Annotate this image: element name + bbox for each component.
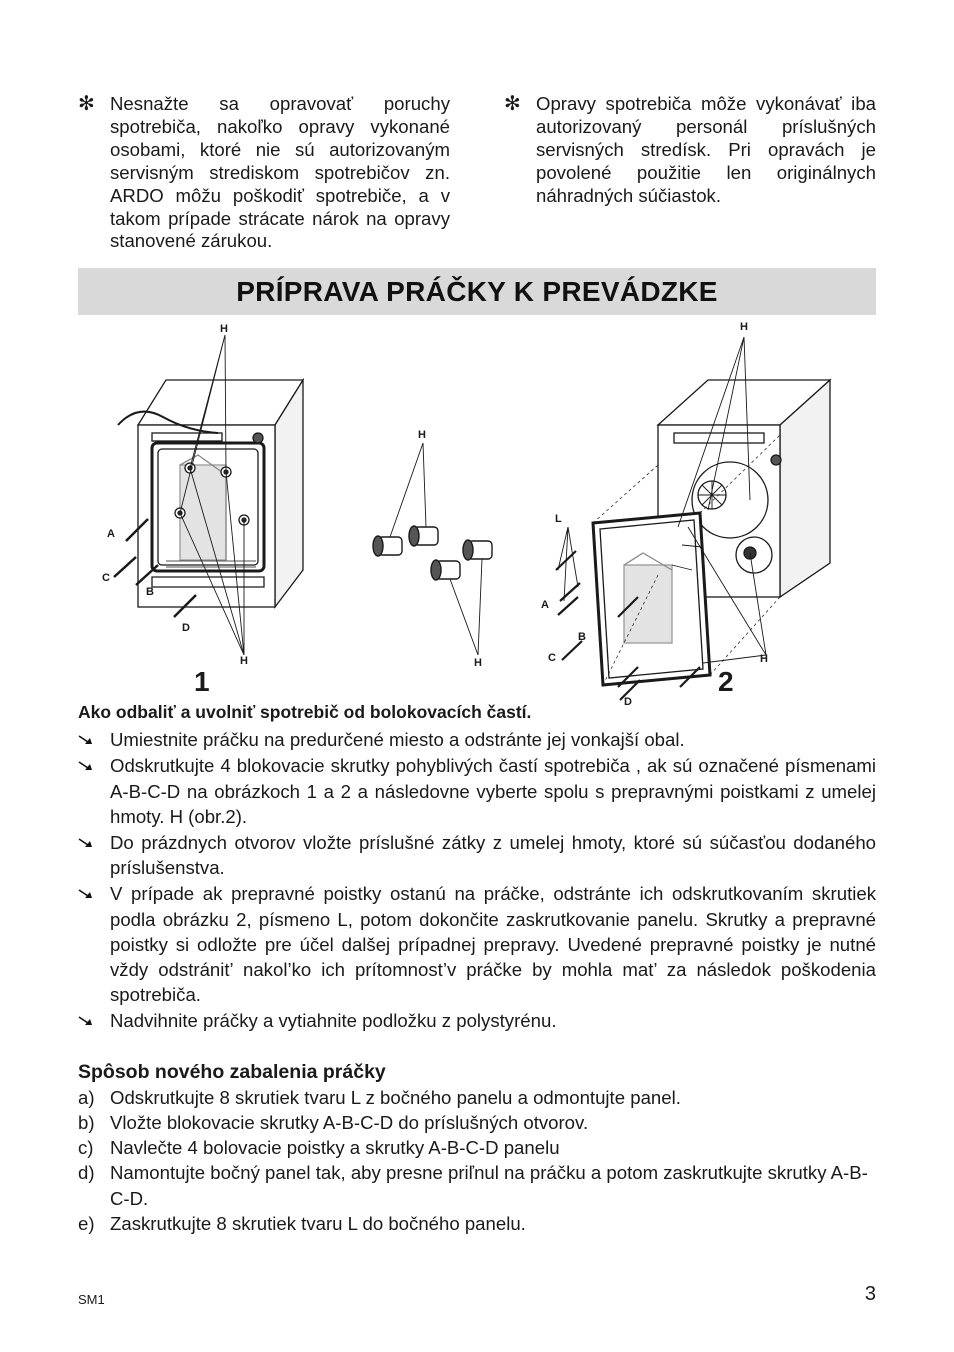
list-item <box>78 727 876 752</box>
footer-code: SM1 <box>78 1292 105 1307</box>
list-item <box>78 1008 876 1033</box>
asterisk-icon: ✻ <box>78 93 95 115</box>
list-item-text: Odskrutkujte 4 blokovacie skrutky pohyblivých častí spotrebiča , ak sú označené písmenami A-B-C-D na obrázkoch 1 a 2 a následovne vyberte spolu s prepravnými poistkami z umelej hmoty. H (obr.2). <box>110 755 876 827</box>
step-label: a) <box>78 1086 95 1108</box>
step-label: b) <box>78 1112 95 1134</box>
warning-note <box>78 93 450 253</box>
step-label: c) <box>78 1137 94 1159</box>
label-d: D <box>182 622 190 634</box>
label-c: C <box>548 652 556 664</box>
repack-heading: Spôsob nového zabalenia práčky <box>78 1060 386 1083</box>
section-title-bar <box>78 268 876 315</box>
warning-note <box>504 93 876 253</box>
figure-1-number: 1 <box>194 666 210 697</box>
repack-list <box>78 1085 876 1236</box>
list-item <box>78 1135 876 1160</box>
arrow-bullet-icon <box>78 734 95 746</box>
arrow-bullet-icon <box>78 837 95 849</box>
list-item <box>78 1085 876 1110</box>
label-a: A <box>107 528 115 540</box>
label-l: L <box>555 513 562 525</box>
illustrations <box>78 315 876 710</box>
list-item <box>78 1211 876 1236</box>
list-item-text: V prípade ak prepravné poistky ostanú na práčke, odstránte ich odskrutkovaním skrutiek podla obrázku 2, písmeno L, potom dokončite zaskrutkovanie panelu. Skrutky a prepravné poistky si odložte pre účel dalšej prípadnej prepravy. Uvedené prepravné poistky je nutné vždy odstránit’ nakol’ko ich prítomnost’v práčke by mohla mat’ za následok poškodenia spotrebiča. <box>110 883 876 1006</box>
label-c: C <box>102 572 110 584</box>
list-item <box>78 753 876 829</box>
warning-notes <box>78 93 876 253</box>
section-title: PRÍPRAVA PRÁČKY K PREVÁDZKE <box>236 275 718 307</box>
list-item <box>78 1110 876 1135</box>
step-label: d) <box>78 1162 95 1184</box>
unpack-list <box>78 727 876 1033</box>
list-item-text: Nadvihnite práčky a vytiahnite podložku z polystyrénu. <box>110 1010 557 1032</box>
label-h: H <box>760 653 768 665</box>
arrow-bullet-icon <box>78 888 95 900</box>
label-h: H <box>220 323 228 335</box>
page-number: 3 <box>864 1283 876 1305</box>
step-text: Navlečte 4 bolovacie poistky a skrutky A-B-C-D panelu <box>110 1137 560 1159</box>
label-b: B <box>146 586 154 598</box>
label-h: H <box>474 657 482 669</box>
label-h: H <box>418 429 426 441</box>
step-text: Zaskrutkujte 8 skrutiek tvaru L do bočného panelu. <box>110 1212 526 1234</box>
arrow-bullet-icon <box>78 760 95 772</box>
instructions <box>78 700 876 1236</box>
figure-2-number: 2 <box>718 666 734 697</box>
step-text: Odskrutkujte 8 skrutiek tvaru L z bočného panelu a odmontujte panel. <box>110 1086 681 1108</box>
unpack-heading: Ako odbaliť a uvolniť spotrebič od bolokovacích častí. <box>78 702 532 722</box>
transport-spacers <box>373 443 492 655</box>
label-d: D <box>624 696 632 708</box>
label-h: H <box>740 321 748 333</box>
label-h: H <box>240 655 248 667</box>
list-item <box>78 881 876 1007</box>
warning-note-text: Opravy spotrebiča môže vykonávať iba autorizovaný personál príslušných servisných stredísk. Pri opravách je povolené použitie len originálnych náhradných súčiastok. <box>536 93 876 206</box>
figure-2-washer-opened <box>556 337 830 700</box>
figure-1-washer-back <box>114 335 303 655</box>
arrow-bullet-icon <box>78 1015 95 1027</box>
asterisk-icon: ✻ <box>504 93 521 115</box>
list-item <box>78 830 876 880</box>
step-text: Vložte blokovacie skrutky A-B-C-D do príslušných otvorov. <box>110 1112 589 1134</box>
warning-note-text: Nesnažte sa opravovať poruchy spotrebiča, nakoľko opravy vykonané osobami, ktoré nie sú autorizovaným servisným strediskom spotrebičov zn. ARDO môžu poškodiť spotrebiče, a v takom prípade strácate nárok na opravy stanovené zárukou. <box>110 93 450 252</box>
list-item <box>78 1160 876 1210</box>
unpacking-illustration <box>78 315 876 710</box>
label-a: A <box>541 599 549 611</box>
step-label: e) <box>78 1212 95 1234</box>
list-item-text: Do prázdnych otvorov vložte príslušné zátky z umelej hmoty, ktoré sú súčasťou dodaného príslušenstva. <box>110 832 876 879</box>
label-b: B <box>578 631 586 643</box>
list-item-text: Umiestnite práčku na predurčené miesto a odstránte jej vonkajší obal. <box>110 729 685 751</box>
step-text: Namontujte bočný panel tak, aby presne priľnul na práčku a potom zaskrutkujte skrutky A-B-C-D. <box>110 1162 868 1209</box>
